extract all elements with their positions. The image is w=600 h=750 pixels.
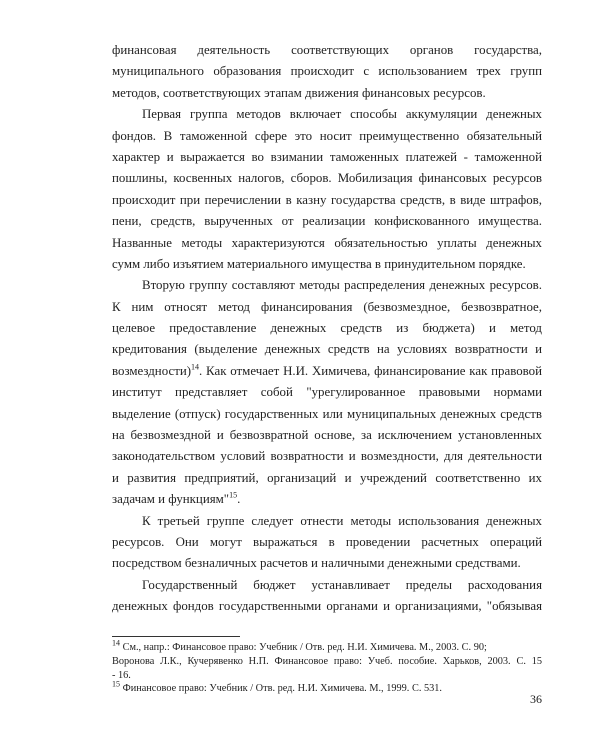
text-line: фондов. В таможенной сфере это носит преимущественно обязательный	[112, 128, 542, 143]
text-line: происходит при перечислении в казну государства средств, в виде штрафов,	[112, 192, 542, 207]
text-line	[112, 679, 542, 696]
text-line: Государственный бюджет устанавливает пределы расходования	[142, 577, 542, 592]
paragraph	[112, 104, 542, 275]
text-line: на безвозмездной и безвозвратной основе, за исключением установленных	[112, 428, 542, 443]
text-line: посредством безналичных расчетов и наличными денежными средствами.	[112, 556, 521, 571]
text-line: и развития предприятий, организаций и учреждений соответственно их	[112, 470, 542, 485]
page-number: 36	[530, 692, 542, 706]
text-line: Названные методы характеризуются обязательностью уплаты денежных	[112, 235, 542, 250]
footnotes	[112, 638, 542, 696]
text-fragment: возмездности)	[112, 363, 192, 378]
footnote-number: 14	[112, 638, 120, 648]
text-line: пошлины, косвенных налогов, сборов. Мобилизация финансовых ресурсов	[112, 171, 542, 186]
text-line: К ним относят метод финансирования (безвозмездное, безвозвратное,	[112, 299, 542, 314]
text-line: законодательством условий возвратности и возмездности, для деятельности	[112, 449, 542, 464]
text-fragment: Финансовое право: Учебник / Отв. ред. Н.И. Химичева. М., 1999. С. 531.	[120, 683, 442, 695]
text-line: сумм либо изъятием материального имущества в принудительном порядке.	[112, 256, 526, 271]
footnote-ref: 15	[229, 490, 238, 500]
text-line: методов, соответствующих этапам движения финансовых ресурсов.	[112, 85, 486, 100]
paragraph	[112, 511, 542, 575]
footnote-14	[112, 638, 542, 682]
paragraph	[112, 575, 542, 618]
footnote-15	[112, 679, 542, 696]
text-line: институт представляет собой "урегулированное правовыми нормами	[112, 385, 542, 400]
text-line: Воронова Л.К., Кучерявенко Н.П. Финансовое право: Учеб. пособие. Харьков, 2003. С. 15	[112, 655, 542, 667]
text-line: муниципального образования происходит с использованием трех групп	[112, 64, 542, 79]
text-line: характер и выражается во взимании таможенных платежей - таможенной	[112, 149, 542, 164]
footnote-divider	[112, 636, 240, 637]
text-line	[112, 638, 542, 655]
text-line: пени, средств, вырученных от реализации конфискованного имущества.	[112, 214, 542, 229]
text-line	[112, 489, 542, 510]
text-line: финансовая деятельность соответствующих органов государства,	[112, 43, 542, 57]
paragraph	[112, 275, 542, 510]
text-line: - 16.	[112, 669, 131, 681]
footnote-number: 15	[112, 679, 120, 689]
body-text	[112, 40, 542, 618]
text-line: денежных фондов государственными органами и организациями, "обязывая	[112, 599, 542, 614]
text-fragment: .	[237, 492, 241, 507]
text-line: Первая группа методов включает способы аккумуляции денежных	[142, 107, 542, 122]
paragraph	[112, 40, 542, 104]
text-line: Вторую группу составляют методы распределения денежных ресурсов.	[142, 278, 542, 293]
text-fragment: См., напр.: Финансовое право: Учебник / Отв. ред. Н.И. Химичева. М., 2003. С. 90;	[120, 642, 487, 653]
text-line	[112, 361, 542, 382]
text-fragment: . Как отмечает Н.И. Химичева, финансирование как правовой	[199, 363, 542, 378]
footnote-ref: 14	[191, 362, 200, 372]
text-line: выделение (отпуск) государственных или муниципальных денежных средств	[112, 406, 542, 421]
text-line: К третьей группе следует отнести методы использования денежных	[142, 513, 542, 528]
text-line: ресурсов. Они могут выражаться в проведении расчетных операций	[112, 534, 542, 549]
text-fragment: задачам и функциям"	[112, 492, 230, 507]
text-line: целевое предоставление денежных средств из бюджета) и метод	[112, 321, 542, 336]
text-line: кредитования (выделение денежных средств на условиях возвратности и	[112, 342, 542, 357]
